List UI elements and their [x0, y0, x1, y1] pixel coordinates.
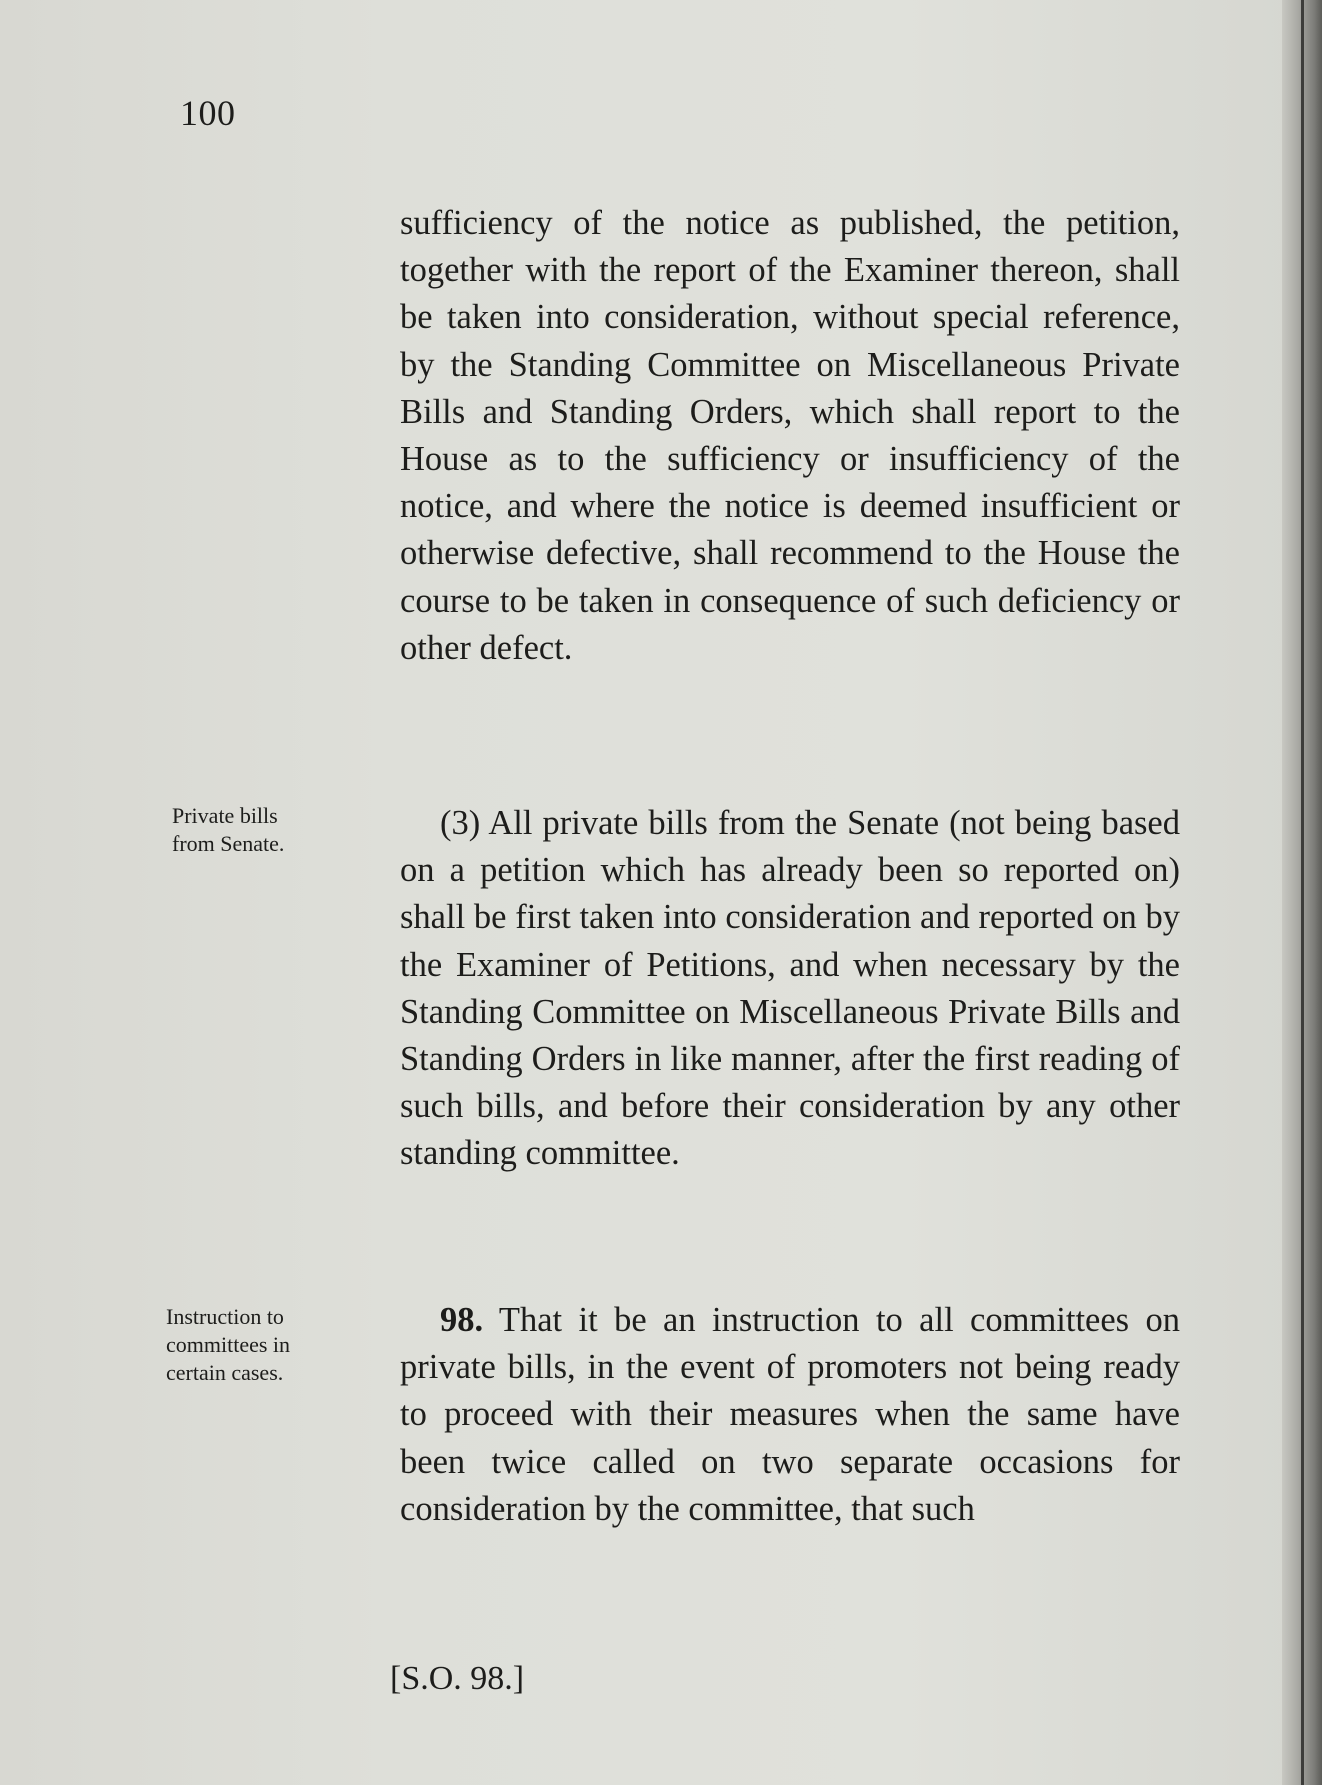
book-binding-edge — [1301, 0, 1304, 1785]
paragraph-rule-98-text: That it be an instruction to all committees on private bills, in the event of promoters not being ready to proceed with their measures when the same have been twice called on two separate occasions for consideration by the committee, that such — [400, 1301, 1180, 1528]
paragraph-senate-bills-text: (3) All private bills from the Senate (not being based on a petition which has already been so reported on) shall be first taken into consideration and reported on by the Examiner of Petitions, and when necessary by the Standing Committee on Miscellaneous Private Bills and Standing Orders in like manner, after the first reading of such bills, and before their consideration by any other standing committee. — [400, 804, 1180, 1173]
margin-note-line: committees in — [166, 1332, 291, 1357]
margin-note-line: from Senate. — [172, 831, 285, 856]
paragraph-rule-98 — [400, 1297, 1180, 1533]
margin-note-instruction — [166, 1303, 290, 1387]
margin-note-line: Private bills — [172, 803, 278, 828]
margin-note-private-bills — [172, 802, 284, 858]
margin-note-line: certain cases. — [166, 1360, 284, 1385]
page-number: 100 — [180, 93, 236, 133]
paragraph-rule-98-wrapper — [400, 1297, 1180, 1533]
standing-order-reference: [S.O. 98.] — [390, 1660, 525, 1697]
paragraph-sufficiency: sufficiency of the notice as published, the petition, together with the report of the Examiner thereon, shall be taken into consideration, without special reference, by the Standing Committee on Miscellaneous Private Bills and Standing Orders, which shall report to the House as to the sufficiency or insufficiency of the notice, and where the notice is deemed insufficient or otherwise defective, shall recommend to the House the course to be taken in consequence of such deficiency or other defect. — [400, 204, 1180, 667]
paragraph-senate-bills — [400, 800, 1180, 1178]
margin-note-line: Instruction to — [166, 1304, 284, 1329]
rule-number: 98. — [440, 1301, 484, 1339]
